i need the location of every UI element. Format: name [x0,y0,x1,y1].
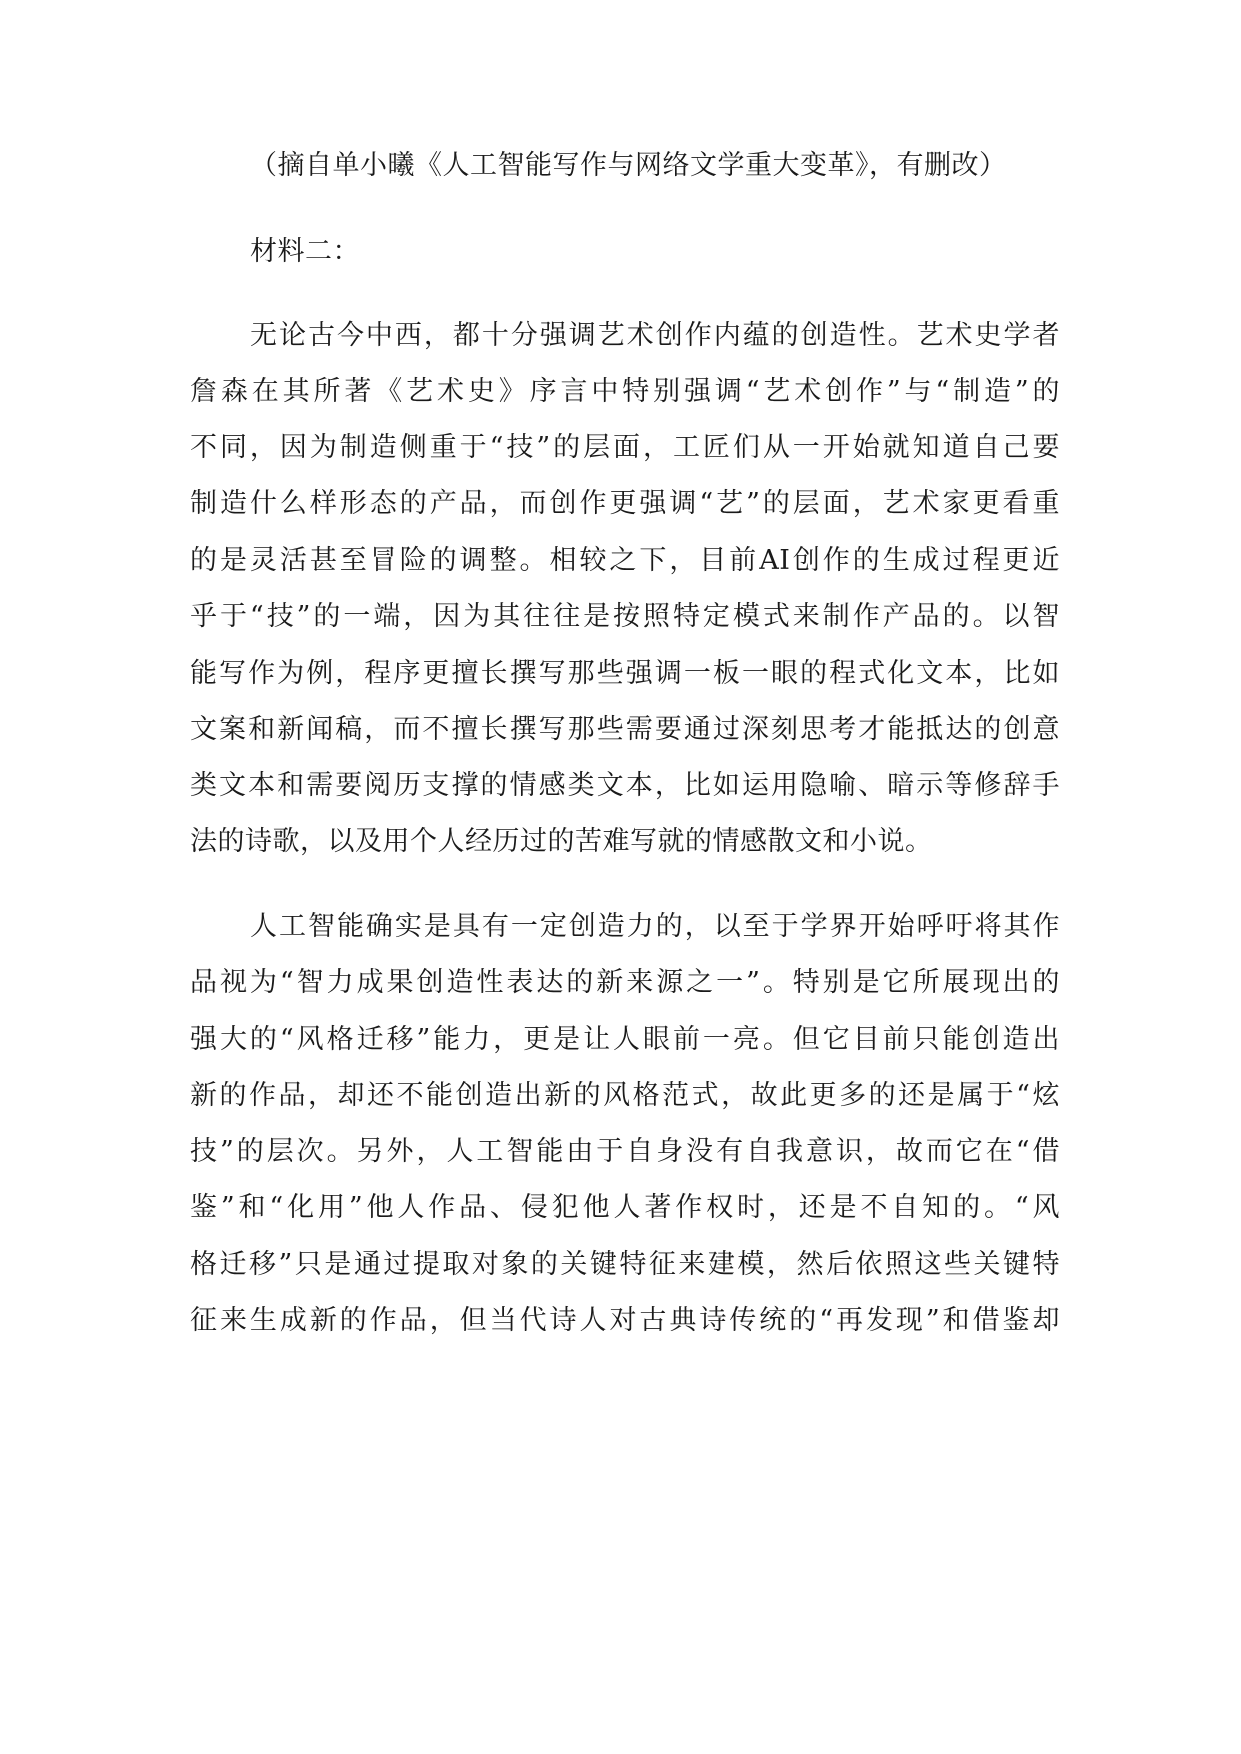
paragraph-line: 乎于“技”的一端，因为其往往是按照特定模式来制作产品的。以智 [190,601,1060,632]
paragraph-line: 的是灵活甚至冒险的调整。相较之下，目前AI创作的生成过程更近 [190,545,1060,576]
paragraph-line: 詹森在其所著《艺术史》序言中特别强调“艺术创作”与“制造”的 [190,376,1060,407]
paragraph-line: 人工智能确实是具有一定创造力的，以至于学界开始呼吁将其作 [250,911,1060,942]
paragraph-line: 制造什么样形态的产品，而创作更强调“艺”的层面，艺术家更看重 [190,488,1060,519]
paragraph-line: 征来生成新的作品，但当代诗人对古典诗传统的“再发现”和借鉴却 [190,1305,1060,1336]
paragraph-line: 新的作品，却还不能创造出新的风格范式，故此更多的还是属于“炫 [190,1080,1060,1111]
section-heading: 材料二： [250,236,360,267]
paragraph-line: 格迁移”只是通过提取对象的关键特征来建模，然后依照这些关键特 [190,1249,1060,1280]
paragraph-line: 类文本和需要阅历支撑的情感类文本，比如运用隐喻、暗示等修辞手 [190,770,1060,801]
paragraph-line: 文案和新闻稿，而不擅长撰写那些需要通过深刻思考才能抵达的创意 [190,714,1060,745]
paragraph-line: 能写作为例，程序更擅长撰写那些强调一板一眼的程式化文本，比如 [190,658,1060,689]
paragraph-line: 鉴”和“化用”他人作品、侵犯他人著作权时，还是不自知的。“风 [190,1192,1060,1223]
paragraph-line: 法的诗歌，以及用个人经历过的苦难写就的情感散文和小说。 [190,826,933,857]
paragraph-line: 技”的层次。另外，人工智能由于自身没有自我意识，故而它在“借 [190,1136,1060,1167]
paragraph-line: 无论古今中西，都十分强调艺术创作内蕴的创造性。艺术史学者 [250,320,1060,351]
paragraph-line: 品视为“智力成果创造性表达的新来源之一”。特别是它所展现出的 [190,967,1060,998]
source-note: （摘自单小曦《人工智能写作与网络文学重大变革》，有删改） [250,150,1007,181]
paragraph-line: 不同，因为制造侧重于“技”的层面，工匠们从一开始就知道自己要 [190,432,1060,463]
paragraph-line: 强大的“风格迁移”能力，更是让人眼前一亮。但它目前只能创造出 [190,1024,1060,1055]
